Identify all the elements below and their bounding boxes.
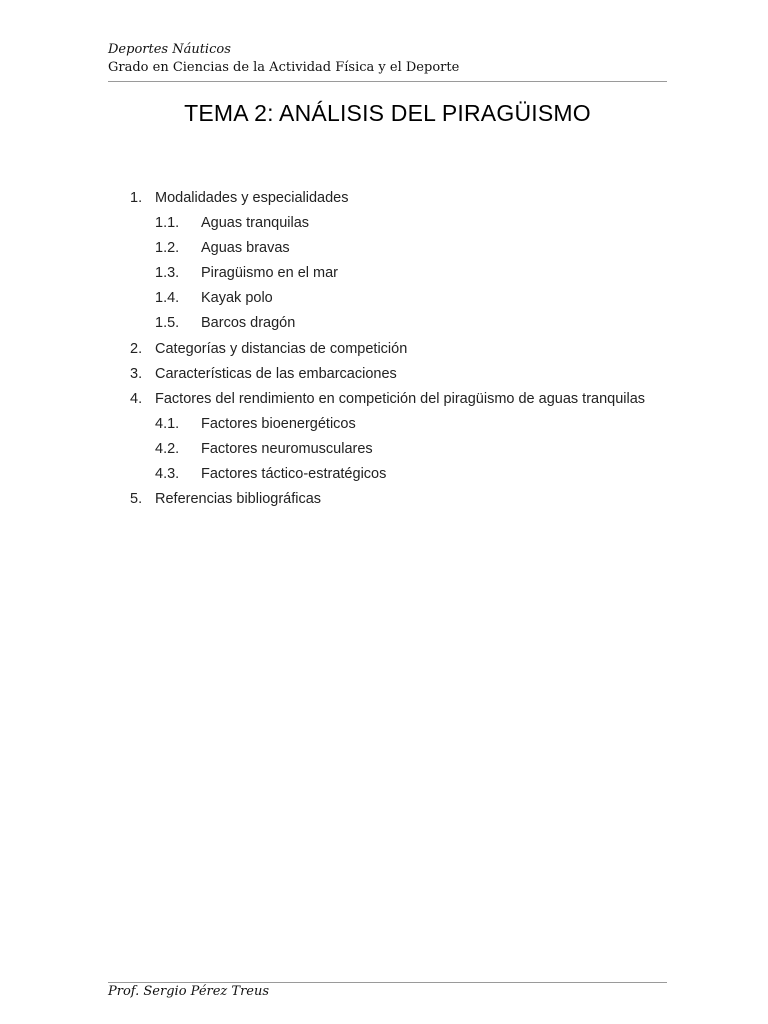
toc-text: Factores del rendimiento en competición del piragüismo de aguas tranquilas	[155, 390, 646, 407]
toc-text: Factores neuromusculares	[201, 440, 373, 457]
toc-subitem	[130, 236, 650, 261]
header-degree: Grado en Ciencias de la Actividad Física y el Deporte	[108, 60, 460, 75]
toc-item	[130, 487, 650, 512]
toc-number: 1.1.	[155, 215, 180, 232]
toc-subitem	[130, 211, 650, 236]
toc-text: Modalidades y especialidades	[155, 190, 349, 206]
toc-text: Aguas bravas	[201, 240, 290, 257]
toc-text: Factores táctico-estratégicos	[201, 466, 387, 483]
toc-text: Aguas tranquilas	[201, 215, 310, 232]
toc-text: Categorías y distancias de competición	[155, 340, 408, 357]
page-title: TEMA 2: ANÁLISIS DEL PIRAGÜISMO	[184, 100, 591, 126]
toc-item	[130, 186, 650, 211]
toc-text: Características de las embarcaciones	[155, 365, 397, 382]
toc-subitem	[130, 412, 650, 437]
toc-text: Referencias bibliográficas	[155, 491, 322, 508]
table-of-contents	[130, 186, 650, 512]
toc-number: 1.5.	[155, 315, 180, 332]
toc-item	[130, 362, 650, 387]
toc-subitem	[130, 437, 650, 462]
toc-number: 4.	[130, 390, 143, 407]
toc-text: Piragüismo en el mar	[201, 265, 338, 282]
toc-subitem	[130, 311, 650, 336]
header-divider	[108, 81, 667, 82]
toc-subitem	[130, 261, 650, 286]
toc-number: 2.	[130, 340, 143, 357]
toc-number: 3.	[130, 365, 143, 382]
toc-subitem	[130, 462, 650, 487]
toc-number: 4.3.	[155, 466, 180, 483]
toc-number: 5.	[130, 491, 143, 508]
toc-item	[130, 387, 650, 412]
toc-text: Factores bioenergéticos	[201, 415, 356, 432]
toc-number: 4.1.	[155, 415, 180, 432]
toc-text: Barcos dragón	[201, 315, 296, 332]
footer-author: Prof. Sergio Pérez Treus	[108, 984, 270, 999]
toc-number: 4.2.	[155, 440, 180, 457]
toc-number: 1.3.	[155, 265, 180, 282]
page-header	[108, 41, 667, 77]
toc-text: Kayak polo	[201, 290, 273, 307]
header-course: Deportes Náuticos	[108, 42, 231, 57]
toc-subitem	[130, 286, 650, 311]
toc-item	[130, 337, 650, 362]
toc-number: 1.2.	[155, 240, 180, 257]
toc-number: 1.	[130, 190, 143, 206]
toc-number: 1.4.	[155, 290, 180, 307]
